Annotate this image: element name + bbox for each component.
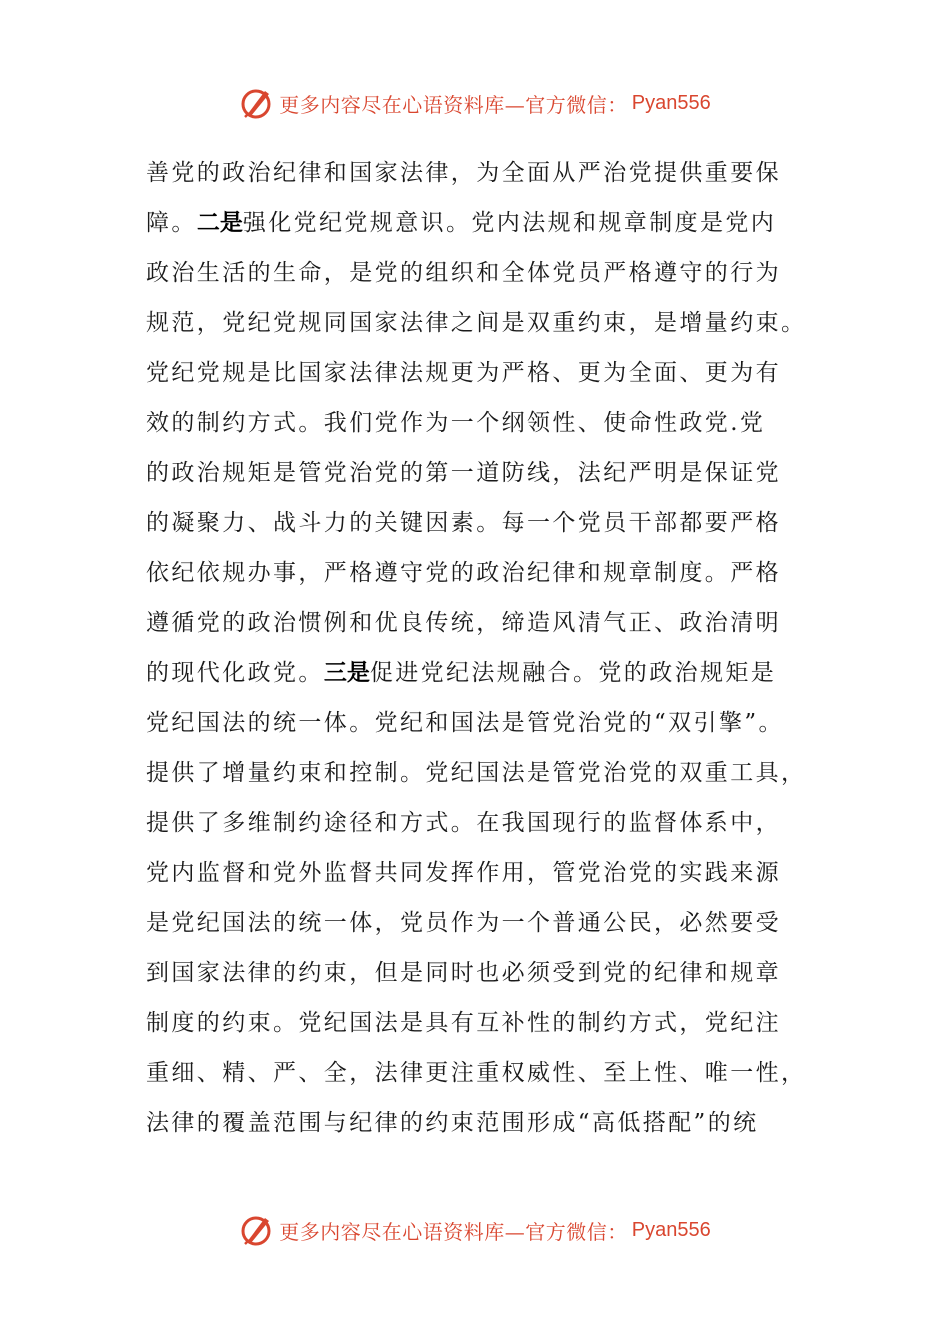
text-line: 的凝聚力、战斗力的关键因素。每一个党员干部都要严格 [146, 510, 781, 536]
text-segment: 强化党纪党规意识。党内法规和规章制度是党内 [242, 210, 777, 236]
text-line: 法律的覆盖范围与纪律的约束范围形成“高低搭配”的统 [146, 1110, 759, 1136]
text-line: 的政治规矩是管党治党的第一道防线，法纪严明是保证党 [146, 460, 781, 486]
header-banner [0, 83, 950, 123]
text-line: 提供了多维制约途径和方式。在我国现行的监督体系中， [146, 810, 781, 836]
text-line: 效的制约方式。我们党作为一个纲领性、使命性政党.党 [146, 410, 766, 436]
text-segment: 障。 [146, 210, 197, 236]
footer-wechat-id: Pyan556 [631, 1218, 711, 1241]
text-segment: 的现代化政党。 [146, 660, 324, 686]
text-line: 政治生活的生命，是党的组织和全体党员严格遵守的行为 [146, 260, 781, 286]
text-line: 依纪依规办事，严格遵守党的政治纪律和规章制度。严格 [146, 560, 781, 586]
text-line: 党纪国法的统一体。党纪和国法是管党治党的“双引擎”。 [146, 710, 784, 736]
text-line [146, 648, 806, 698]
text-line: 规范，党纪党规同国家法律之间是双重约束，是增量约束。 [146, 310, 807, 336]
text-line: 党纪党规是比国家法律法规更为严格、更为全面、更为有 [146, 360, 781, 386]
footer-banner [0, 1210, 950, 1250]
text-line: 重细、精、严、全，法律更注重权威性、至上性、唯一性， [146, 1060, 807, 1086]
text-line: 提供了增量约束和控制。党纪国法是管党治党的双重工具， [146, 760, 807, 786]
text-line: 遵循党的政治惯例和优良传统，缔造风清气正、政治清明 [146, 610, 781, 636]
header-banner-text: 更多内容尽在心语资料库—官方微信： [279, 92, 628, 117]
emphasis-two: 二是 [196, 210, 243, 236]
text-line: 制度的约束。党纪国法是具有互补性的制约方式，党纪注 [146, 1010, 781, 1036]
text-line: 党内监督和党外监督共同发挥作用，管党治党的实践来源 [146, 860, 781, 886]
text-segment: 促进党纪法规融合。党的政治规矩是 [369, 660, 777, 686]
quill-pen-logo-icon [239, 1212, 275, 1248]
text-line: 是党纪国法的统一体，党员作为一个普通公民，必然要受 [146, 910, 781, 936]
text-line [146, 198, 806, 248]
footer-banner-text: 更多内容尽在心语资料库—官方微信： [279, 1219, 628, 1244]
document-body [146, 148, 806, 1148]
text-line: 善党的政治纪律和国家法律，为全面从严治党提供重要保 [146, 160, 781, 186]
text-line: 到国家法律的约束，但是同时也必须受到党的纪律和规章 [146, 960, 781, 986]
header-wechat-id: Pyan556 [631, 91, 711, 114]
quill-pen-logo-icon [239, 85, 275, 121]
emphasis-three: 三是 [323, 660, 370, 686]
